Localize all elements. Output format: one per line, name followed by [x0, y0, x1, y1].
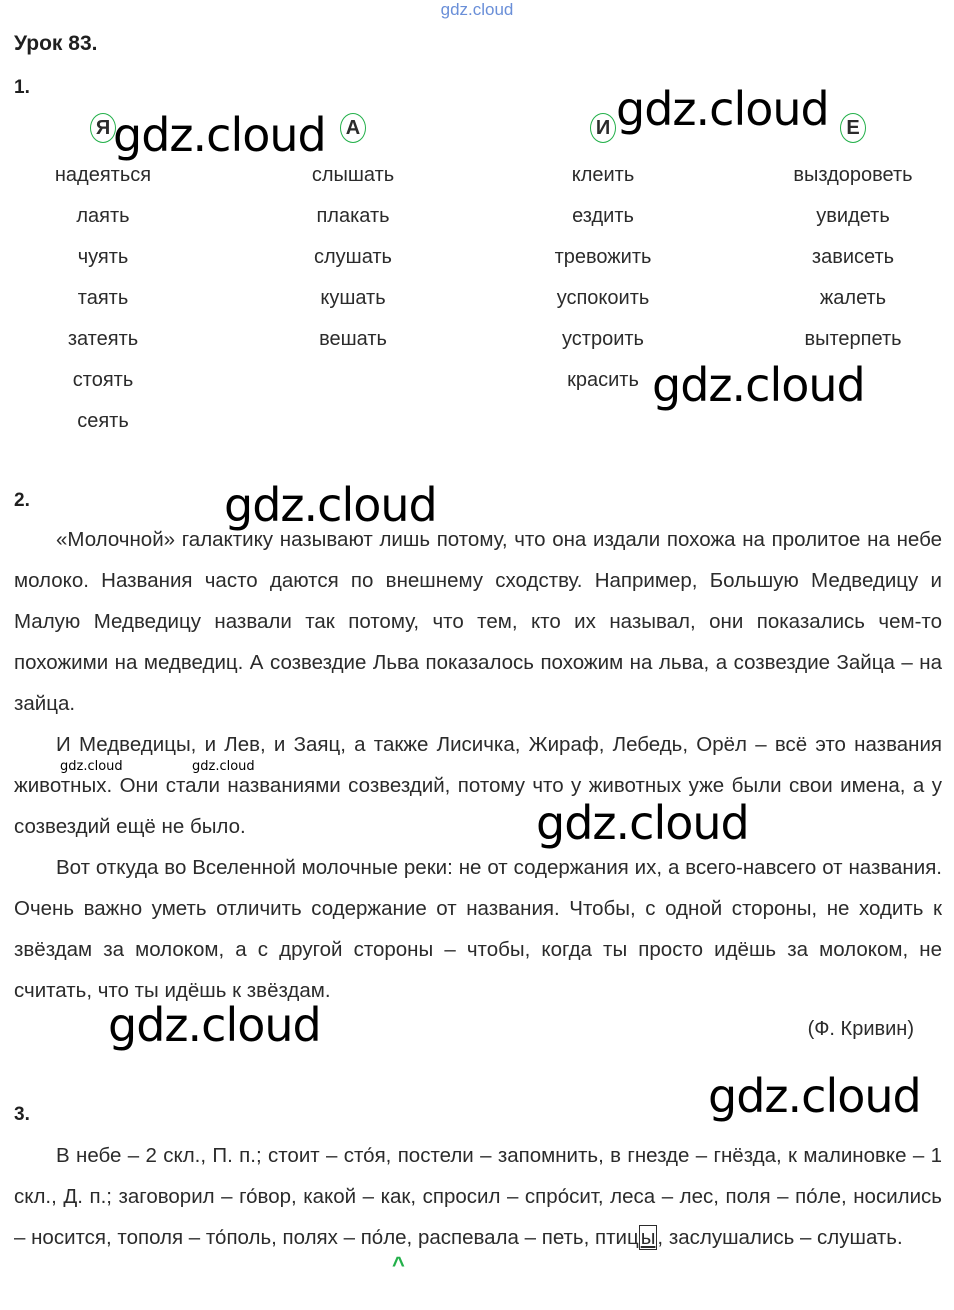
watermark: gdz.cloud	[652, 358, 865, 412]
watermark: gdz.cloud	[536, 796, 749, 850]
word: слушать	[314, 246, 392, 268]
paragraph	[14, 1135, 942, 1258]
watermark: gdz.cloud	[224, 478, 437, 532]
word: слышать	[311, 164, 395, 186]
answer-text-end: , заслушались – слушать.	[657, 1226, 903, 1249]
word-column-ya	[13, 155, 193, 442]
watermark-small: gdz.cloud	[192, 759, 255, 774]
answer-text: В небе – 2 скл., П. п.; стоит – сто́я, постели – запомнить, в гнезде – гнёзда, к малиновке – 1 скл., Д. п.; заговорил – го́вор, какой – как, спросил – спро́сит, леса – лес, поля – по́ле, носились – носится, тополя – то́поль, полях – по́ле, распевала – петь, птиц	[14, 1144, 942, 1249]
vowel-circle-e: Е	[840, 113, 866, 143]
paragraph: Вот откуда во Вселенной молочные реки: не от содержания их, а всего-навсего от названия. Очень важно уметь отличить содержание от названия. Чтобы, с одной стороны, не ходить к звёздам за молоком, а с другой стороны – чтобы, когда ты просто идёшь за молоком, не считать, что ты идёшь к звёздам.	[14, 856, 942, 1002]
task3-text	[14, 1135, 942, 1258]
word: лаять	[76, 205, 130, 227]
stress-caret-mark: ^	[392, 1252, 405, 1277]
word: таять	[77, 287, 129, 309]
vowel-circle-a: А	[340, 113, 366, 143]
word: выздороветь	[793, 164, 913, 186]
task3-number: 3.	[14, 1104, 30, 1125]
word: сеять	[77, 410, 129, 432]
task1-number: 1.	[14, 77, 30, 98]
word: зависеть	[811, 246, 895, 268]
watermark: gdz.cloud	[708, 1069, 921, 1123]
word: красить	[567, 369, 639, 391]
top-watermark: gdz.cloud	[440, 0, 514, 19]
word: ездить	[572, 205, 634, 227]
word: стоять	[72, 369, 134, 391]
word: успокоить	[556, 287, 650, 309]
task2-number: 2.	[14, 490, 30, 511]
paragraph: И Медведицы, и Лев, и Заяц, а также Лисичка, Жираф, Лебедь, Орёл – всё это названия животных. Они стали названиями созвездий, потому что у животных уже были свои имена, а у созвездий ещё не было.	[14, 733, 942, 838]
vowel-circle-i: И	[590, 113, 616, 143]
watermark: gdz.cloud	[113, 108, 326, 162]
word: вытерпеть	[804, 328, 902, 350]
lesson-title: Урок 83.	[14, 32, 98, 55]
word-column-a	[263, 155, 443, 360]
word: плакать	[316, 205, 390, 227]
word: чуять	[77, 246, 129, 268]
watermark: gdz.cloud	[108, 998, 321, 1052]
boxed-ending: ы	[640, 1226, 656, 1249]
watermark-small: gdz.cloud	[60, 759, 123, 774]
word: жалеть	[819, 287, 887, 309]
vowel-circle-ya: Я	[90, 113, 116, 143]
word: тревожить	[554, 246, 652, 268]
word: увидеть	[816, 205, 890, 227]
word: вешать	[319, 328, 387, 350]
author: (Ф. Кривин)	[807, 1018, 914, 1040]
word-column-e	[763, 155, 943, 360]
word: устроить	[562, 328, 644, 350]
word: кушать	[320, 287, 386, 309]
paragraph: «Молочной» галактику называют лишь потому, что она издали похожа на пролитое на небе молоко. Названия часто даются по внешнему сходству. Например, Большую Медведицу и Малую Медведицу назвали так потому, что тем, кто их называл, они показались чем-то похожими на медведиц. А созвездие Льва показалось похожим на льва, а созвездие Зайца – на зайца.	[14, 528, 942, 715]
watermark: gdz.cloud	[616, 82, 829, 136]
word: клеить	[571, 164, 635, 186]
word: надеяться	[54, 164, 152, 186]
task2-text	[14, 519, 942, 1011]
word: затеять	[67, 328, 139, 350]
